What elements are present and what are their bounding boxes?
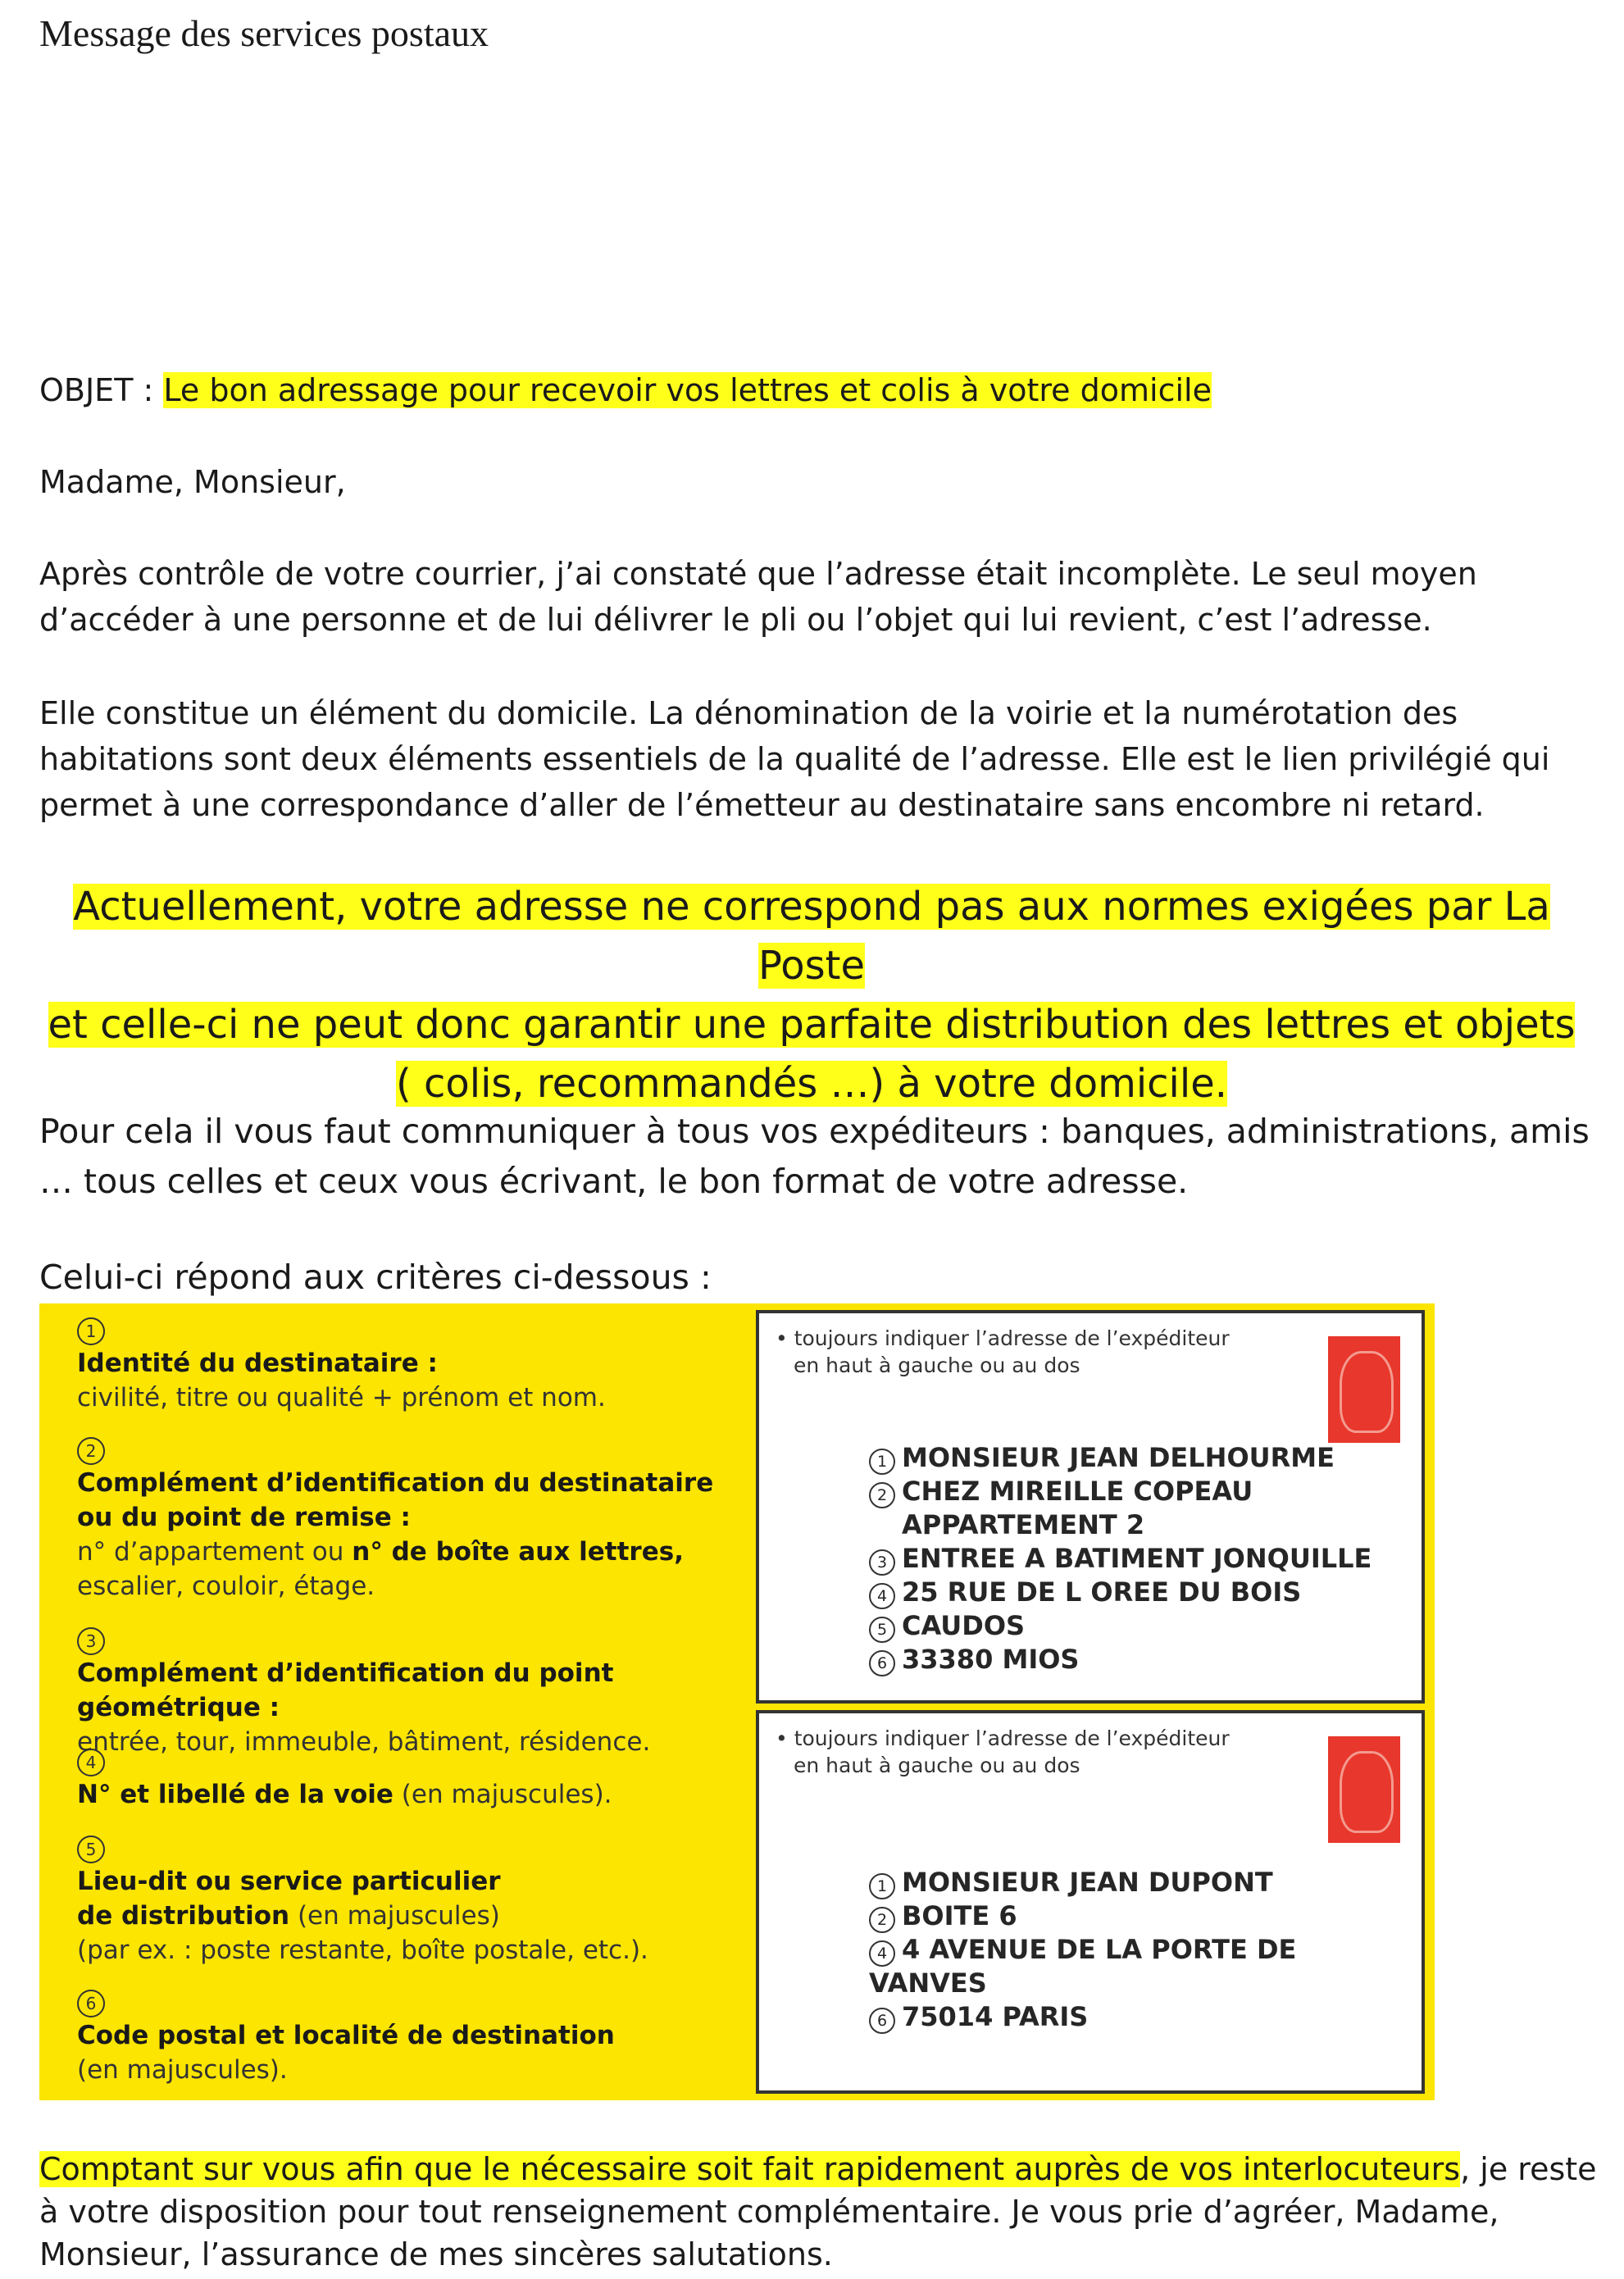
- criterion-1: [77, 1312, 774, 1415]
- address-line: 1 MONSIEUR JEAN DUPONT: [869, 1866, 1422, 1899]
- stamp-icon: [1328, 1336, 1400, 1443]
- number-badge: 3: [77, 1627, 105, 1655]
- criterion-title: Complément d’identification du destinataire: [77, 1468, 714, 1498]
- address-line: 6 33380 MIOS: [869, 1643, 1372, 1676]
- criterion-detail: n° d’appartement ou: [77, 1537, 353, 1567]
- sender-note-line-1: • toujours indiquer l’adresse de l’expéditeur: [776, 1326, 1230, 1350]
- envelope-example-2: [756, 1710, 1425, 2094]
- address-block: [869, 1866, 1422, 2034]
- number-badge: 4: [869, 1940, 895, 1967]
- sender-note-line-1: • toujours indiquer l’adresse de l’expéditeur: [776, 1726, 1230, 1750]
- page-title: Message des services postaux: [39, 12, 489, 54]
- address-line: APPARTEMENT 2: [902, 1509, 1145, 1540]
- criterion-detail-2: escalier, couloir, étage.: [77, 1572, 375, 1601]
- alert-paragraph: [41, 877, 1582, 1113]
- criterion-title-2: de distribution: [77, 1901, 290, 1931]
- number-badge: 5: [869, 1617, 895, 1643]
- closing-highlight: Comptant sur vous afin que le nécessaire soit fait rapidement auprès de vos interlocuteurs: [39, 2151, 1461, 2187]
- alert-line-1: Actuellement, votre adresse ne correspond pas aux normes exigées par La Poste: [73, 884, 1550, 989]
- address-line: 4 25 RUE DE L OREE DU BOIS: [869, 1576, 1372, 1609]
- address-criteria-panel: [39, 1303, 1435, 2100]
- address-block: [869, 1441, 1372, 1676]
- envelope-example-1: [756, 1310, 1425, 1704]
- criterion-detail: (en majuscules).: [77, 2055, 288, 2085]
- object-line: [39, 367, 1212, 413]
- criterion-title-extra: (en majuscules): [289, 1901, 500, 1931]
- number-badge: 1: [869, 1873, 895, 1899]
- paragraph-2: Elle constitue un élément du domicile. La dénomination de la voirie et la numérotation des habitations sont deux éléments essentiels de la qualité de l’adresse. Elle est le lien privilégié qui permet à une correspondance d’aller de l’émetteur au destinataire sans encombre ni retard.: [39, 695, 1550, 823]
- criterion-title: Code postal et localité de destination: [77, 2021, 615, 2050]
- number-badge: 6: [869, 2008, 895, 2034]
- number-badge: 4: [77, 1749, 105, 1776]
- criterion-detail-bold: n° de boîte aux lettres,: [352, 1537, 684, 1567]
- address-line: 2 BOITE 6: [869, 1899, 1422, 1933]
- criterion-title: Identité du destinataire :: [77, 1349, 438, 1378]
- number-badge: 6: [77, 1990, 105, 2017]
- criterion-detail: (par ex. : poste restante, boîte postale, etc.).: [77, 1936, 648, 1965]
- address-line: 2 CHEZ MIREILLE COPEAU: [869, 1475, 1372, 1508]
- number-badge: 2: [869, 1482, 895, 1508]
- criterion-6: [77, 1984, 774, 2087]
- number-badge: 2: [869, 1907, 895, 1933]
- alert-line-2: et celle-ci ne peut donc garantir une parfaite distribution des lettres et objets: [48, 1002, 1576, 1048]
- sender-note: [776, 1325, 1230, 1379]
- greeting: Madame, Monsieur,: [39, 464, 346, 500]
- address-line: 4 4 AVENUE DE LA PORTE DE VANVES: [869, 1934, 1297, 1999]
- number-badge: 1: [869, 1449, 895, 1475]
- criterion-5: [77, 1830, 774, 1967]
- criterion-title-extra: (en majuscules).: [393, 1780, 612, 1809]
- closing-paragraph: [39, 2148, 1613, 2276]
- closing-rest: , je reste à votre disposition pour tout renseignement complémentaire. Je vous prie d’agréer, Madame, Monsieur, l’assurance de mes sincères salutations.: [39, 2151, 1597, 2272]
- stamp-icon: [1328, 1736, 1400, 1843]
- sender-note: [776, 1725, 1230, 1779]
- alert-line-3: ( colis, recommandés …) à votre domicile.: [395, 1061, 1228, 1107]
- address-line: 5 CAUDOS: [869, 1609, 1372, 1643]
- criterion-detail: entrée, tour, immeuble, bâtiment, résidence.: [77, 1727, 651, 1757]
- criterion-3: [77, 1622, 774, 1759]
- sender-note-line-2: en haut à gauche ou au dos: [794, 1754, 1080, 1777]
- criterion-title: Complément d’identification du point géométrique :: [77, 1658, 614, 1722]
- criterion-2: [77, 1431, 774, 1603]
- number-badge: 6: [869, 1650, 895, 1676]
- object-text: Le bon adressage pour recevoir vos lettres et colis à votre domicile: [163, 372, 1212, 408]
- number-badge: 1: [77, 1317, 105, 1345]
- number-badge: 5: [77, 1835, 105, 1863]
- number-badge: 2: [77, 1437, 105, 1465]
- address-line: 3 ENTREE A BATIMENT JONQUILLE: [869, 1542, 1372, 1576]
- paragraph-3: Pour cela il vous faut communiquer à tous vos expéditeurs : banques, administrations, amis … tous celles et ceux vous écrivant, le bon format de votre adresse.: [39, 1112, 1590, 1201]
- address-line: 6 75014 PARIS: [869, 2000, 1422, 2034]
- number-badge: 4: [869, 1583, 895, 1609]
- criterion-detail: civilité, titre ou qualité + prénom et nom.: [77, 1383, 606, 1412]
- criterion-title: Lieu-dit ou service particulier: [77, 1867, 501, 1896]
- criterion-title-2: ou du point de remise :: [77, 1503, 411, 1532]
- sender-note-line-2: en haut à gauche ou au dos: [794, 1353, 1080, 1377]
- address-line: 1 MONSIEUR JEAN DELHOURME: [869, 1441, 1372, 1475]
- number-badge: 3: [869, 1549, 895, 1576]
- criterion-4: [77, 1743, 774, 1812]
- object-label: OBJET :: [39, 372, 164, 408]
- criterion-title: N° et libellé de la voie: [77, 1780, 393, 1809]
- criteria-intro: Celui-ci répond aux critères ci-dessous :: [39, 1258, 712, 1297]
- paragraph-1: Après contrôle de votre courrier, j’ai constaté que l’adresse était incomplète. Le seul moyen d’accéder à une personne et de lui délivrer le pli ou l’objet qui lui revient, c’est l’adresse.: [39, 556, 1477, 638]
